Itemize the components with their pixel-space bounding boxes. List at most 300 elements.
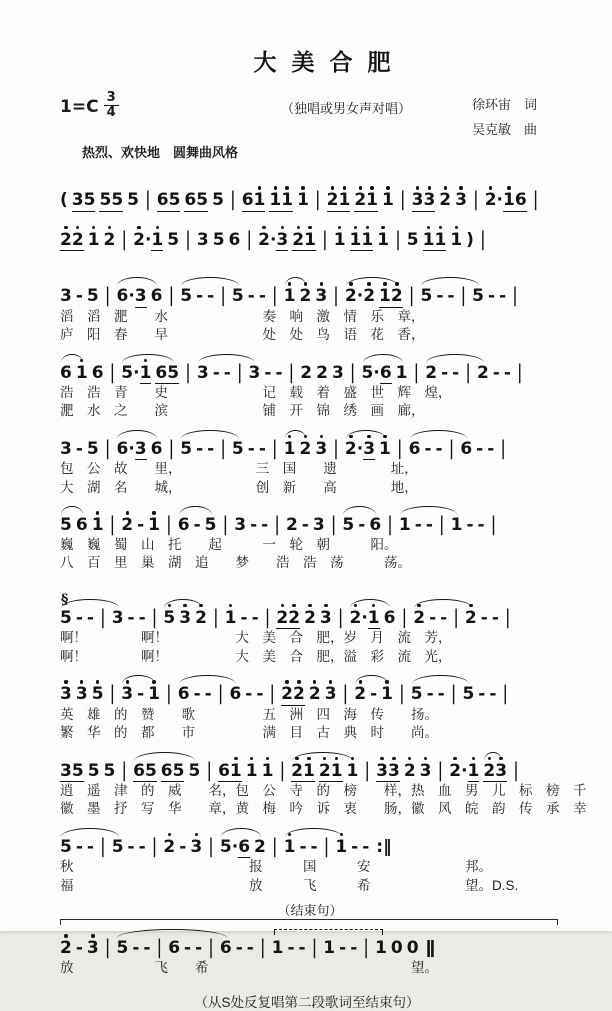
beam-underline	[60, 761, 84, 782]
song-title: 大美合肥	[253, 49, 406, 75]
barline: |	[408, 284, 415, 308]
note: 6	[514, 190, 527, 211]
note-symbol: -	[258, 438, 266, 459]
note: 5	[420, 286, 433, 307]
performance-note: （独唱或男女声对唱）	[280, 101, 411, 116]
barline: |	[156, 936, 163, 960]
note: 3	[234, 515, 247, 536]
note-symbol: -	[247, 286, 255, 307]
slur-arc	[483, 761, 507, 782]
note-symbol: -	[75, 836, 83, 857]
note: 6	[116, 438, 129, 459]
note: 3	[363, 438, 376, 459]
barline: |	[104, 437, 111, 461]
note: 5	[231, 286, 244, 307]
note-symbol: -	[86, 836, 94, 857]
note: 6	[75, 515, 88, 536]
slur-arc	[284, 837, 348, 857]
barline: |	[99, 835, 106, 859]
note: 3	[60, 286, 72, 307]
note: 1	[366, 190, 379, 211]
barline: |	[99, 606, 106, 630]
slur-arc	[425, 363, 489, 383]
beam-underline	[350, 230, 374, 251]
slur-arc	[116, 439, 162, 460]
note: 2	[276, 607, 289, 628]
barline: |	[109, 513, 116, 537]
music-system	[60, 217, 584, 251]
note-symbol: -	[196, 438, 204, 459]
key-signature: 1=C	[60, 97, 99, 117]
beam-underline	[157, 190, 181, 211]
slur-arc	[163, 608, 207, 628]
note: 6	[168, 938, 181, 959]
barline: |	[206, 758, 213, 782]
beam-underline	[72, 190, 96, 211]
note-symbol: -	[491, 607, 499, 628]
note-symbol: -	[298, 938, 306, 959]
note: 1	[379, 286, 391, 307]
note-symbol: -	[207, 286, 215, 307]
barline: |	[453, 606, 459, 630]
note-symbol: -	[127, 836, 135, 857]
note: 2	[464, 607, 477, 628]
note: 1	[281, 190, 294, 211]
beam-underline	[319, 761, 343, 782]
note: 3	[419, 760, 432, 781]
note-symbol: -	[193, 515, 201, 536]
slur-arc	[420, 286, 484, 306]
note-symbol: -	[207, 438, 215, 459]
note-symbol: -	[287, 938, 295, 959]
barline: |	[513, 758, 519, 782]
note-symbol: -	[447, 286, 455, 307]
barline: |	[208, 936, 214, 960]
composer-credit: 吴克敏 曲	[472, 121, 538, 137]
note: 2	[60, 938, 72, 959]
beam-underline	[483, 761, 507, 782]
barline: |	[413, 361, 420, 385]
note: 1	[304, 229, 316, 250]
note-symbol: -	[223, 362, 231, 383]
note: 5	[111, 836, 124, 857]
note: 5	[212, 190, 224, 211]
music-system	[60, 502, 584, 572]
note-symbol: -	[246, 938, 254, 959]
note-symbol: -	[426, 684, 434, 705]
beam-underline	[423, 230, 447, 251]
note: 3	[111, 607, 124, 628]
barline: |	[185, 361, 191, 385]
note: 2	[304, 607, 316, 628]
note: 3	[134, 286, 147, 307]
note: 5	[168, 190, 181, 211]
note-symbol: -	[179, 836, 187, 857]
note: 6	[408, 438, 421, 459]
note: 3	[331, 362, 344, 383]
note: 3	[312, 515, 325, 536]
barline: |	[465, 361, 471, 385]
note: 1	[349, 229, 362, 250]
note: 3	[179, 607, 192, 628]
note: 2	[403, 760, 416, 781]
music-system	[60, 824, 584, 895]
note-symbol: -	[436, 286, 444, 307]
note: 2	[344, 286, 357, 307]
ending-phrase-label: （结束句）	[277, 903, 343, 919]
note: 2	[308, 684, 321, 705]
note: 2	[163, 836, 176, 857]
beam-underline	[376, 761, 400, 782]
note-symbol: -	[247, 438, 255, 459]
note: 3	[411, 190, 424, 211]
barline: |	[271, 284, 278, 308]
note: 1	[338, 190, 351, 211]
note: 1	[346, 760, 359, 781]
note: 2	[133, 229, 145, 250]
final-barline: ‖	[423, 938, 436, 959]
notation-line	[60, 925, 584, 958]
note-symbol: -	[437, 684, 445, 705]
note-symbol: -	[351, 836, 359, 857]
lyric-line-2: 八 百 里 巢 湖 追 梦 浩 浩 荡 荡。	[60, 555, 411, 571]
barline: |	[321, 228, 328, 252]
note: 1	[269, 190, 282, 211]
slur-arc	[349, 608, 395, 629]
beam-underline	[135, 439, 147, 460]
slur-arc	[60, 363, 88, 383]
slur-arc	[178, 515, 217, 535]
slur-arc	[60, 515, 88, 535]
note-symbol: -	[212, 362, 220, 383]
note: 1	[151, 229, 164, 250]
note: 6	[228, 229, 241, 250]
note-symbol: -	[477, 515, 485, 536]
time-denominator: 4	[106, 105, 116, 120]
note: 5	[204, 515, 217, 536]
note-symbol: -	[132, 938, 140, 959]
notation-line	[60, 350, 584, 384]
beam-underline	[60, 230, 84, 251]
note: 6	[91, 362, 104, 383]
barline: |	[512, 284, 518, 308]
note: 1	[139, 362, 152, 383]
note: 1	[224, 607, 237, 628]
note-symbol: -	[184, 938, 192, 959]
note: 5	[91, 684, 104, 705]
note: 2	[363, 286, 376, 307]
note: 1	[335, 836, 348, 857]
tie-bracket	[272, 938, 387, 958]
note: 5	[219, 836, 232, 857]
note: 2	[121, 515, 134, 536]
note: 5	[103, 760, 116, 781]
barline: |	[217, 682, 224, 706]
note: 1	[333, 229, 346, 250]
note-symbol: -	[466, 515, 474, 536]
note-symbol: ·	[356, 438, 364, 459]
barline: |	[502, 682, 509, 706]
time-signature	[104, 91, 119, 119]
beam-underline	[184, 190, 208, 211]
note-symbol: -	[478, 684, 486, 705]
note: 2	[293, 684, 305, 705]
note: 1	[271, 938, 284, 959]
beam-underline	[99, 190, 123, 211]
note: 6	[160, 760, 173, 781]
note: 3	[121, 684, 134, 705]
note: 5	[472, 286, 485, 307]
note: 1	[379, 438, 391, 459]
slur-arc	[354, 684, 393, 704]
slur-arc	[342, 515, 381, 535]
barline: |	[450, 682, 457, 706]
note: 3	[315, 286, 328, 307]
note-symbol: -	[301, 515, 309, 536]
beam-underline	[161, 761, 185, 782]
note-symbol: -	[86, 607, 94, 628]
slur-arc	[60, 608, 124, 628]
note: 3	[455, 190, 467, 211]
barline: |	[399, 188, 406, 212]
note: 1	[450, 229, 463, 250]
beam-underline	[135, 286, 147, 307]
barline: |	[333, 284, 339, 308]
note-symbol: -	[137, 684, 145, 705]
note: 6	[150, 286, 163, 307]
note-symbol: (	[60, 190, 68, 211]
header-meta-row	[60, 90, 584, 142]
slur-arc	[345, 439, 391, 460]
note: 5	[60, 607, 72, 628]
note: 5	[111, 190, 124, 211]
barline: |	[121, 758, 128, 782]
barline: |	[288, 361, 295, 385]
barline: |	[229, 188, 236, 212]
music-system	[60, 591, 584, 666]
note: 1	[297, 190, 309, 211]
note-symbol: -	[350, 938, 358, 959]
note-symbol: -	[137, 515, 145, 536]
note: 1	[361, 229, 374, 250]
barline: |	[438, 513, 445, 537]
note: 1	[395, 362, 408, 383]
slur-arc	[345, 286, 403, 307]
slur-arc	[121, 363, 179, 384]
note: 3	[75, 684, 88, 705]
note: 3	[190, 836, 203, 857]
lyric-line-1: 放 飞 希 望。	[60, 959, 438, 975]
note-symbol: ·	[144, 229, 152, 250]
note: 2	[288, 607, 301, 628]
lyricist-credit: 徐环宙 词	[472, 97, 538, 112]
barline: |	[472, 188, 479, 212]
barline: |	[460, 284, 467, 308]
note: 2	[484, 190, 497, 211]
barline: |	[104, 284, 111, 308]
slur-arc	[121, 684, 160, 704]
note: 6	[460, 438, 473, 459]
note: 3	[134, 438, 147, 459]
note: 6	[177, 684, 190, 705]
note: 1	[148, 515, 161, 536]
note: 5	[163, 607, 176, 628]
slur-arc	[284, 286, 312, 306]
note: 6	[133, 760, 145, 781]
note: 1	[253, 190, 266, 211]
note: 2	[281, 684, 293, 705]
beam-underline	[151, 230, 163, 251]
note: 6	[155, 362, 168, 383]
beam-underline	[140, 363, 152, 384]
note: 1	[398, 515, 411, 536]
note-symbol: -	[75, 438, 83, 459]
barline: |	[246, 228, 253, 252]
notation-line	[60, 177, 584, 211]
note: 5	[410, 684, 423, 705]
beam-underline	[292, 230, 316, 251]
note: 2	[318, 760, 331, 781]
note: 5	[60, 836, 72, 857]
note: 2	[258, 229, 270, 250]
slur-arc	[291, 761, 358, 782]
note: 2	[292, 229, 305, 250]
note: 3	[60, 760, 72, 781]
note-symbol: -	[275, 362, 283, 383]
note: 6	[184, 190, 197, 211]
note-symbol: -	[245, 684, 253, 705]
barline: |	[212, 606, 219, 630]
note: 6	[116, 286, 129, 307]
lyric-line-2: 繁 华 的 都 市 满 目 古 典 时 尚。	[60, 725, 438, 740]
note: 2	[344, 438, 357, 459]
note: 5	[86, 438, 99, 459]
beam-underline	[242, 190, 266, 211]
note-symbol: ·	[133, 362, 140, 383]
barline: |	[504, 606, 511, 630]
note: 3	[86, 938, 99, 959]
barline: |	[395, 228, 401, 252]
beam-underline	[238, 837, 250, 858]
slur-arc	[116, 938, 231, 958]
barline: |	[532, 188, 539, 212]
note-symbol: ·	[356, 286, 364, 307]
beam-underline	[363, 439, 375, 460]
note: 2	[354, 684, 367, 705]
note: 2	[71, 229, 84, 250]
note: 1	[375, 938, 387, 959]
note: 6	[369, 515, 382, 536]
note: 1	[229, 760, 242, 781]
lyric-line-1: 包 公 故 里， 三 国 遗 址，	[60, 461, 418, 477]
music-system	[60, 671, 584, 742]
note: 1	[245, 760, 258, 781]
note-symbol: -	[424, 438, 432, 459]
note: 0	[390, 938, 403, 959]
notation-line	[60, 273, 584, 307]
beam-underline	[281, 684, 305, 705]
note: 2	[449, 760, 462, 781]
note-symbol: ·	[269, 229, 277, 250]
note: 5	[212, 229, 225, 250]
barline: |	[151, 835, 158, 859]
lyric-line-2: 啊！ 啊！ 大 美 合 肥，溢 彩 流 光，	[60, 648, 452, 664]
note: 5	[144, 760, 157, 781]
music-system	[60, 426, 584, 497]
tempo-marking: 热烈、欢快地 圆舞曲风格	[82, 145, 239, 161]
slur-arc	[178, 684, 242, 704]
note: 2	[425, 362, 438, 383]
beam-underline	[155, 363, 179, 384]
barline: |	[166, 682, 172, 706]
credits	[472, 93, 584, 142]
note: 5	[71, 760, 84, 781]
note: 3	[376, 760, 388, 781]
barline: |	[387, 513, 393, 537]
beam-underline	[133, 761, 157, 782]
slur-arc	[399, 515, 463, 535]
note: 2	[254, 836, 266, 857]
barline: |	[330, 513, 337, 537]
note: 0	[406, 938, 419, 959]
note-symbol: -	[492, 362, 500, 383]
note-symbol: -	[251, 607, 259, 628]
note-symbol: ·	[373, 362, 380, 383]
note-symbol: -	[240, 607, 248, 628]
note-symbol: -	[370, 684, 378, 705]
barline: |	[145, 188, 151, 212]
note-symbol: ·	[496, 190, 504, 211]
notation-line	[60, 748, 584, 782]
lyric-line-1: 英 雄 的 赞 歌 五 洲 四 海 传 扬。	[60, 706, 438, 722]
notation-line	[60, 426, 584, 460]
barline: |	[323, 835, 330, 859]
note: 5	[361, 362, 374, 383]
note-symbol: ·	[231, 836, 239, 857]
barline: |	[401, 606, 408, 630]
beam-underline	[412, 190, 436, 211]
note: 3	[319, 607, 332, 628]
barline: |	[264, 606, 271, 630]
lyric-line-1: 逍 遥 津 的 威 名，包 公 寺 的 榜 样，热 血 男 儿 标 榜 千	[60, 782, 587, 798]
slur-arc	[180, 439, 244, 459]
slur-arc	[180, 286, 244, 306]
note-symbol: -	[441, 362, 449, 383]
note: 2	[413, 607, 426, 628]
beam-underline	[468, 761, 480, 782]
note-symbol: -	[310, 836, 318, 857]
note: 1	[382, 190, 394, 211]
repeat-instruction: （从S处反复唱第二段歌词至结束句）	[194, 995, 420, 1011]
barline: |	[271, 835, 278, 859]
note: 2	[439, 190, 452, 211]
note-symbol: -	[75, 607, 83, 628]
notation-line	[60, 824, 584, 858]
note: 6	[60, 362, 72, 383]
barline: |	[185, 228, 191, 252]
slur-arc	[133, 761, 200, 782]
slur-arc	[60, 837, 124, 857]
note: 5	[86, 286, 99, 307]
notation-line	[60, 502, 584, 535]
note: 3	[248, 362, 261, 383]
note: 5	[180, 438, 193, 459]
lyric-line-2: 福 放 飞 希 望。D.S.	[60, 877, 519, 893]
note-symbol: -	[429, 607, 437, 628]
note-symbol: -	[138, 607, 146, 628]
note-symbol: -	[264, 362, 272, 383]
note: 1	[467, 760, 480, 781]
